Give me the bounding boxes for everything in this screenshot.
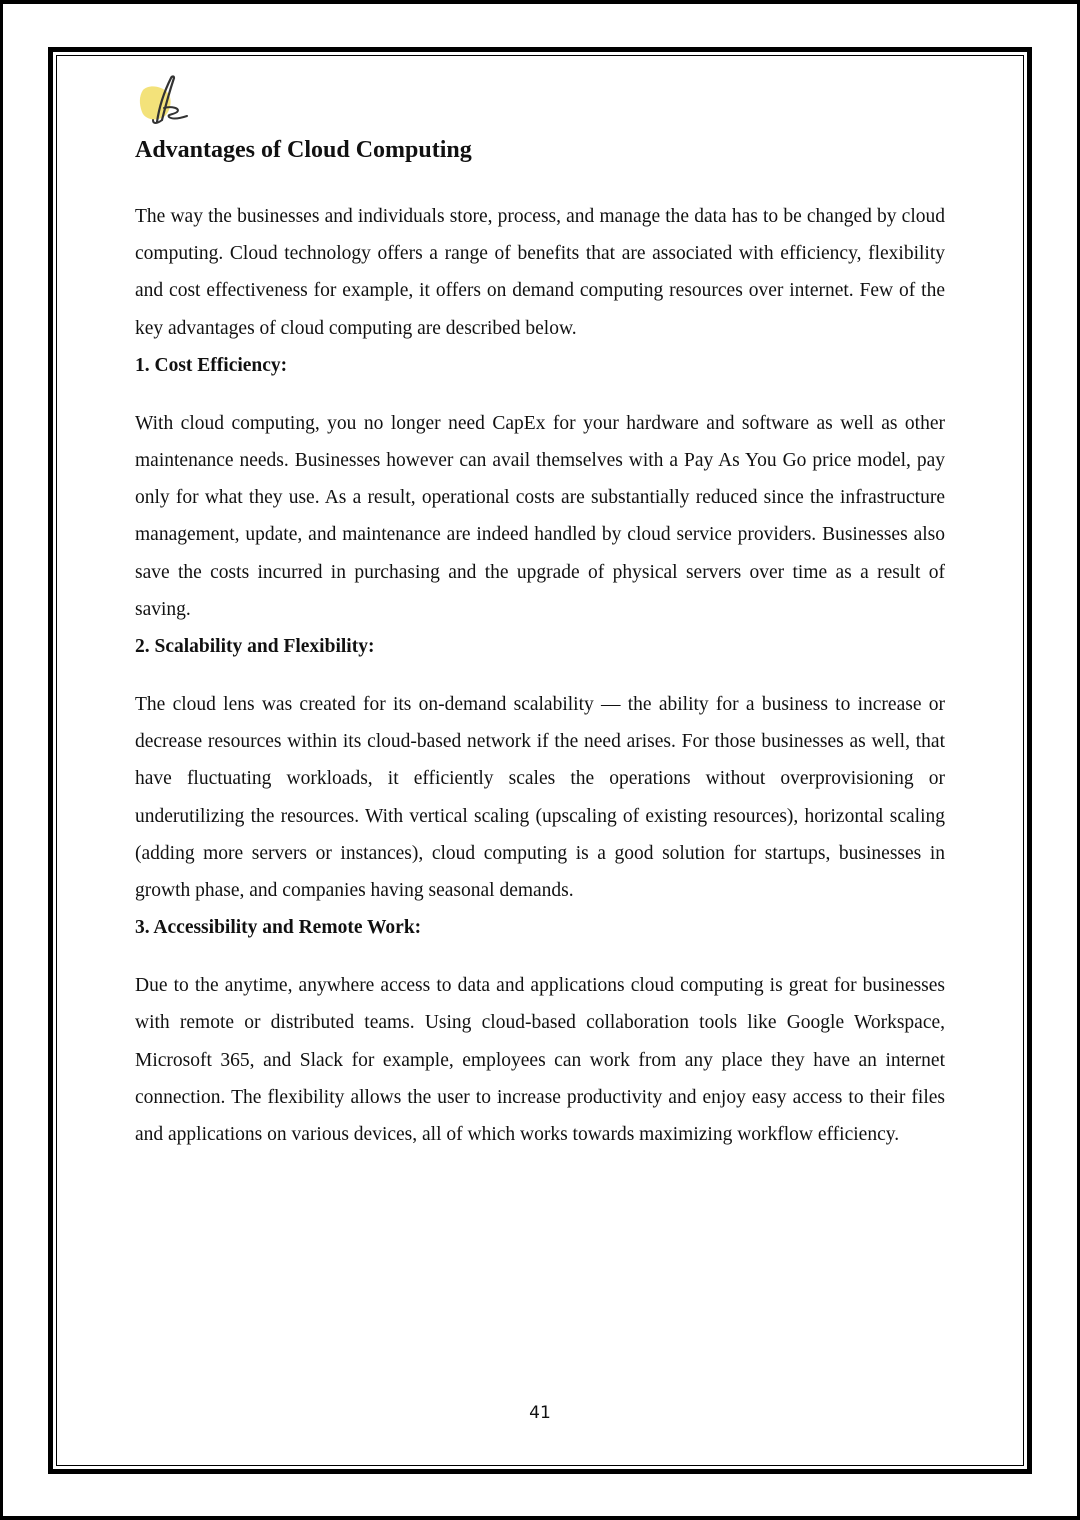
paragraph-scalability: The cloud lens was created for its on-demand scalability — the ability for a business to increase or decrease resources within its cloud-based network if the need arises. For those businesses as well, that have fluctuating workloads, it efficiently scales the operations without overprovisioning or underutilizing the resources. With vertical scaling (upscaling of existing resources), horizontal scaling (adding more servers or instances), cloud computing is a good solution for startups, businesses in growth phase, and companies having seasonal demands.: [135, 694, 945, 902]
pen-writing-icon: [137, 70, 199, 132]
heading-accessibility: 3. Accessibility and Remote Work:: [135, 917, 422, 939]
paragraph-accessibility: Due to the anytime, anywhere access to data and applications cloud computing is great for businesses with remote or distributed teams. Using cloud-based collaboration tools like Google Workspace, Microsoft 365, and Slack for example, employees can work from any place they have an internet connection. The flexibility allows the user to increase productivity and enjoy easy access to their files and applications on various devices, all of which works towards maximizing workflow efficiency.: [135, 975, 945, 1146]
intro-paragraph: The way the businesses and individuals store, process, and manage the data has to be changed by cloud computing. Cloud technology offers a range of benefits that are associated with efficiency, flexibility and cost effectiveness for example, it offers on demand computing resources over internet. Few of the key advantages of cloud computing are described below.: [135, 206, 945, 339]
page-title: Advantages of Cloud Computing: [135, 137, 472, 163]
heading-scalability: 2. Scalability and Flexibility:: [135, 636, 375, 658]
paragraph-cost-efficiency: With cloud computing, you no longer need CapEx for your hardware and software as well as other maintenance needs. Businesses however can avail themselves with a Pay As You Go price model, pay only for what they use. As a result, operational costs are substantially reduced since the infrastructure management, update, and maintenance are indeed handled by cloud service providers. Businesses also save the costs incurred in purchasing and the upgrade of physical servers over time as a result of saving.: [135, 412, 945, 620]
page-content: [135, 70, 945, 1153]
page-number: 41: [529, 1403, 551, 1423]
heading-cost-efficiency: 1. Cost Efficiency:: [135, 354, 288, 376]
